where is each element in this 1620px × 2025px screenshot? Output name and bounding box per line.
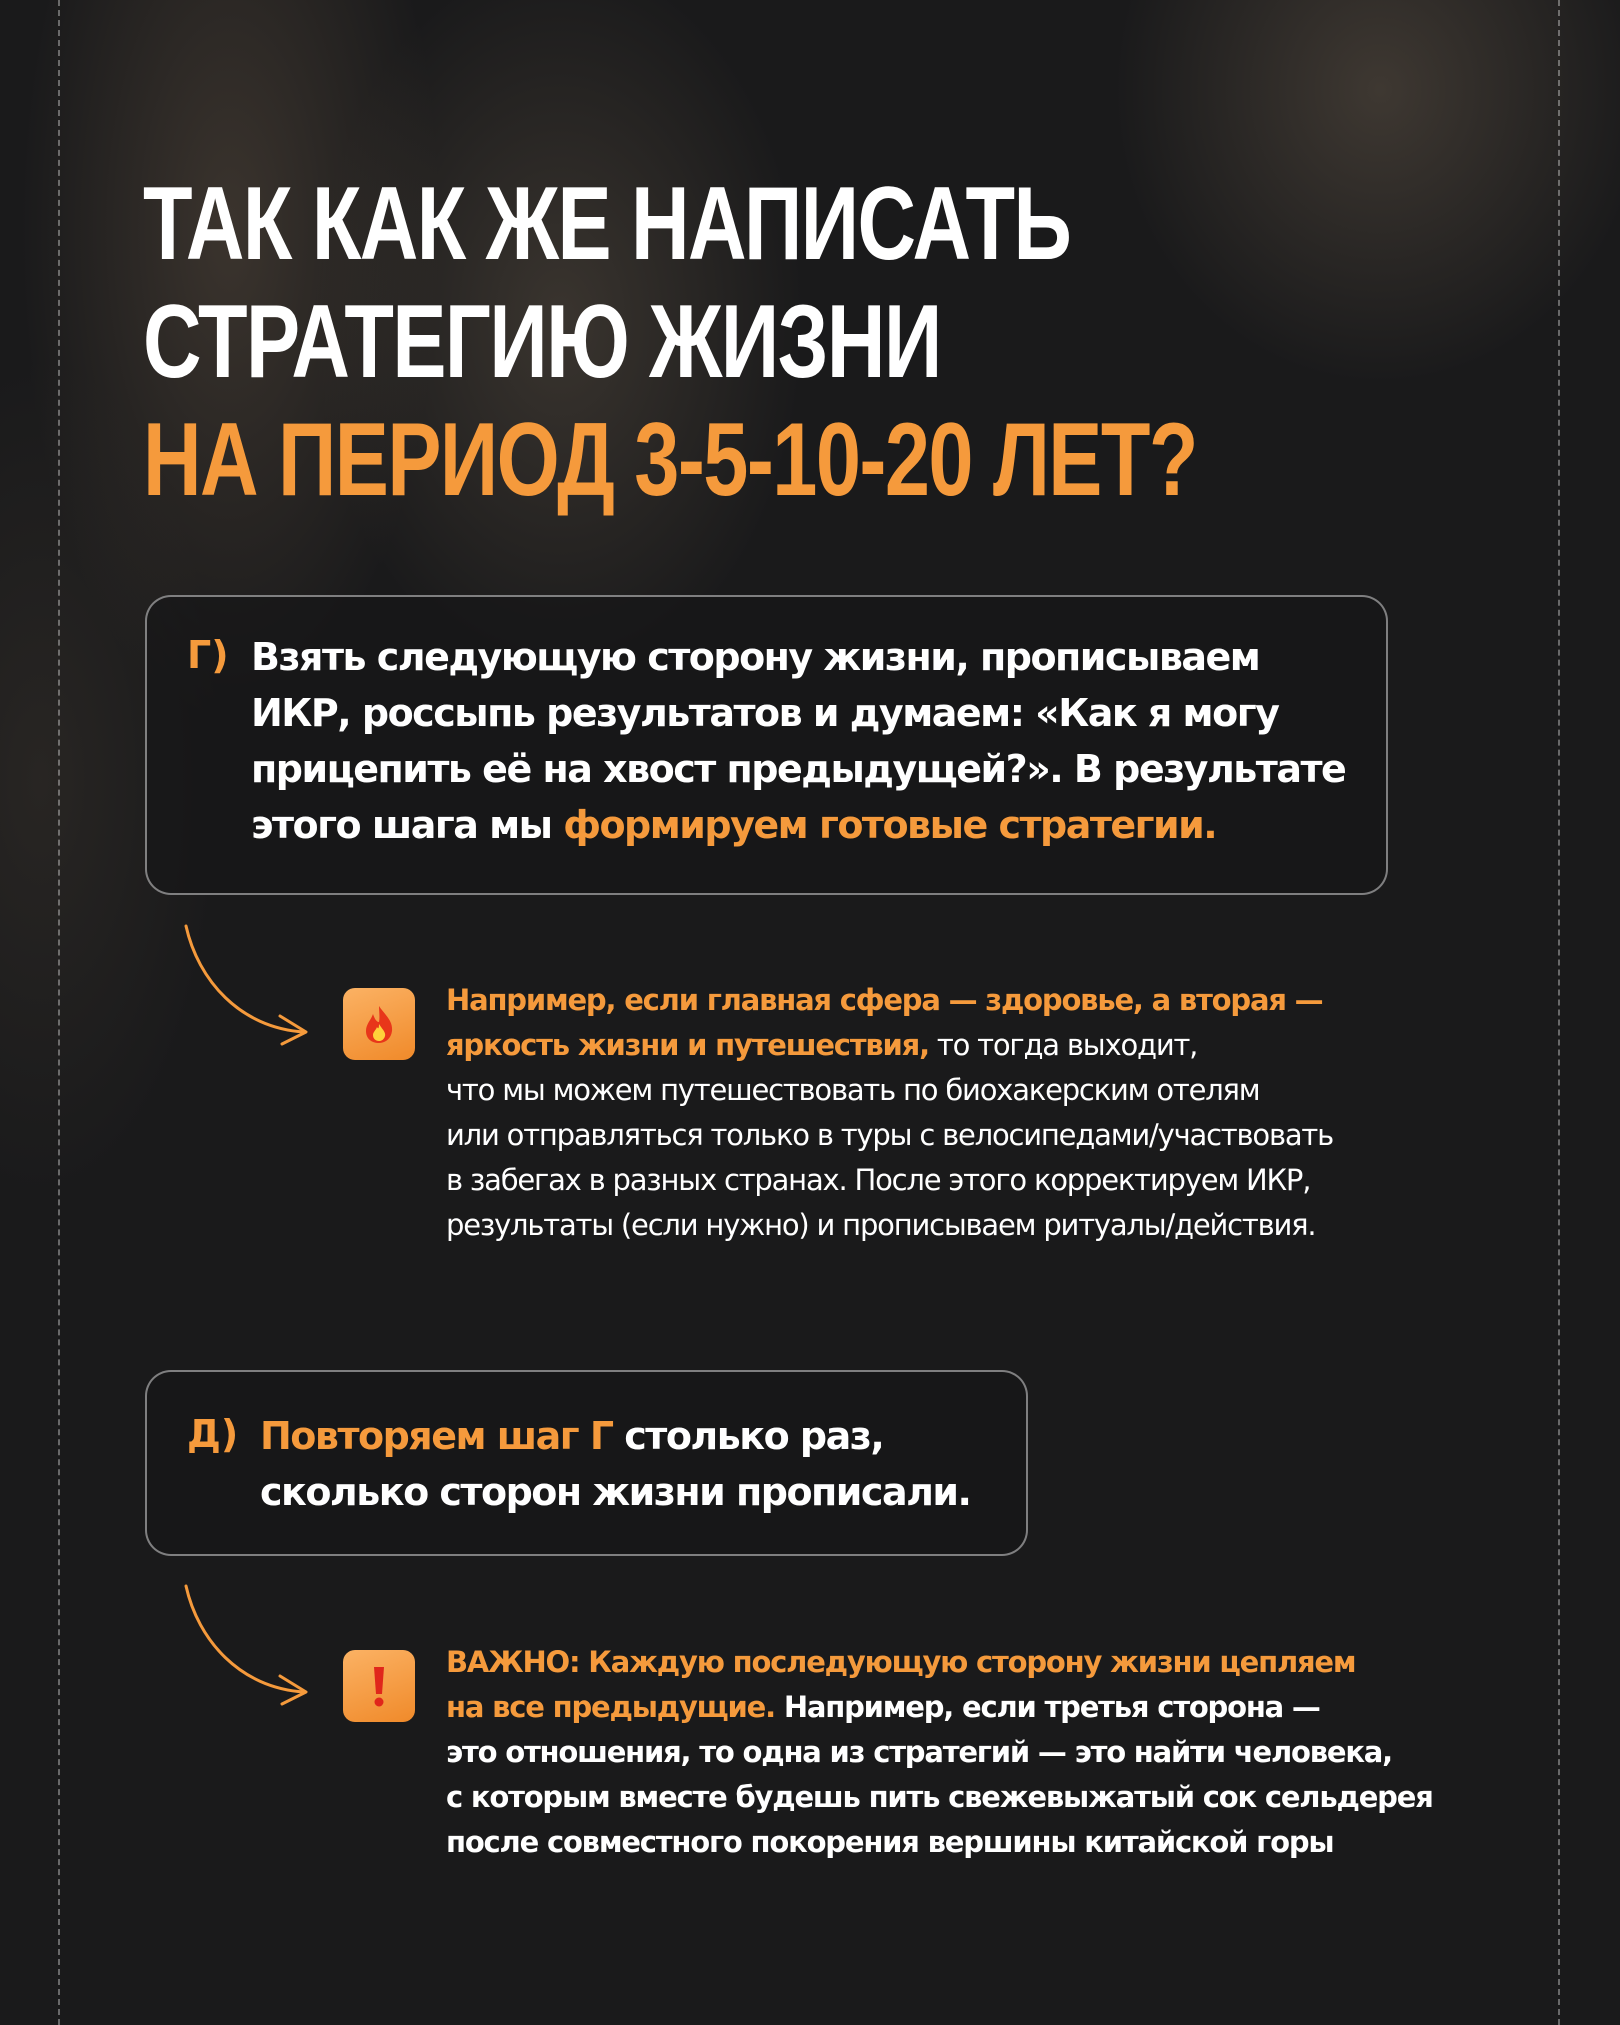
step-g-card: [145, 595, 1388, 895]
step-g-line-4-plain: этого шага мы: [251, 803, 564, 847]
note-g-line-1: Например, если главная сфера — здоровье, а вторая —: [446, 983, 1323, 1017]
step-g-line-4-highlight: формируем готовые стратегии.: [563, 803, 1217, 847]
note-g-line-2-plain: то тогда выходит,: [928, 1028, 1198, 1062]
dashed-border-right: [1558, 0, 1560, 2025]
step-g-line-4: [251, 797, 1345, 853]
step-d-line-1: [260, 1408, 971, 1464]
note-d-line-3: это отношения, то одна из стратегий — это найти человека,: [446, 1735, 1392, 1769]
step-g-line-1: Взять следующую сторону жизни, прописываем: [251, 635, 1260, 679]
curved-arrow-icon: [180, 920, 320, 1050]
dashed-border-left: [58, 0, 60, 2025]
step-d-line-2: сколько сторон жизни прописали.: [260, 1470, 971, 1514]
title-line-1: ТАК КАК ЖЕ НАПИСАТЬ: [143, 166, 1071, 282]
note-g-line-6: результаты (если нужно) и прописываем ритуалы/действия.: [446, 1208, 1316, 1242]
title-line-2: СТРАТЕГИЮ ЖИЗНИ: [143, 284, 941, 400]
note-d-line-5: после совместного покорения вершины китайской горы: [446, 1825, 1334, 1859]
note-g-line-4: или отправляться только в туры с велосипедами/участвовать: [446, 1118, 1333, 1152]
step-d-card: [145, 1370, 1028, 1556]
exclamation-icon: [343, 1650, 415, 1722]
note-g-line-5: в забегах в разных странах. После этого корректируем ИКР,: [446, 1163, 1311, 1197]
note-g-line-2-highlight: яркость жизни и путешествия,: [446, 1028, 929, 1062]
title-line-3: НА ПЕРИОД 3-5-10-20 ЛЕТ?: [143, 402, 1197, 518]
step-d-text: [260, 1408, 971, 1520]
note-d-line-2-plain: Например, если третья сторона —: [774, 1690, 1320, 1724]
step-d-letter: Д): [187, 1412, 239, 1456]
step-g-text: [251, 629, 1345, 853]
step-d-line-1-highlight: Повторяем шаг Г: [260, 1414, 613, 1458]
note-d-line-2: [446, 1685, 1433, 1730]
page-title: [143, 165, 1197, 519]
note-d: [446, 1640, 1433, 1865]
curved-arrow-icon: [180, 1580, 320, 1710]
note-g-line-2: [446, 1023, 1333, 1068]
step-g-line-3: прицепить её на хвост предыдущей?». В результате: [251, 747, 1346, 791]
step-g-line-2: ИКР, россыпь результатов и думаем: «Как я могу: [251, 691, 1279, 735]
step-d-line-1-plain: столько раз,: [612, 1414, 884, 1458]
step-g-letter: Г): [187, 633, 229, 677]
note-g: [446, 978, 1333, 1248]
note-d-line-2-highlight: на все предыдущие.: [446, 1690, 775, 1724]
note-d-line-1: ВАЖНО: Каждую последующую сторону жизни цепляем: [446, 1645, 1356, 1679]
note-d-line-4: с которым вместе будешь пить свежевыжатый сок сельдерея: [446, 1780, 1433, 1814]
fire-icon: [343, 988, 415, 1060]
note-g-line-3: что мы можем путешествовать по биохакерским отелям: [446, 1073, 1260, 1107]
